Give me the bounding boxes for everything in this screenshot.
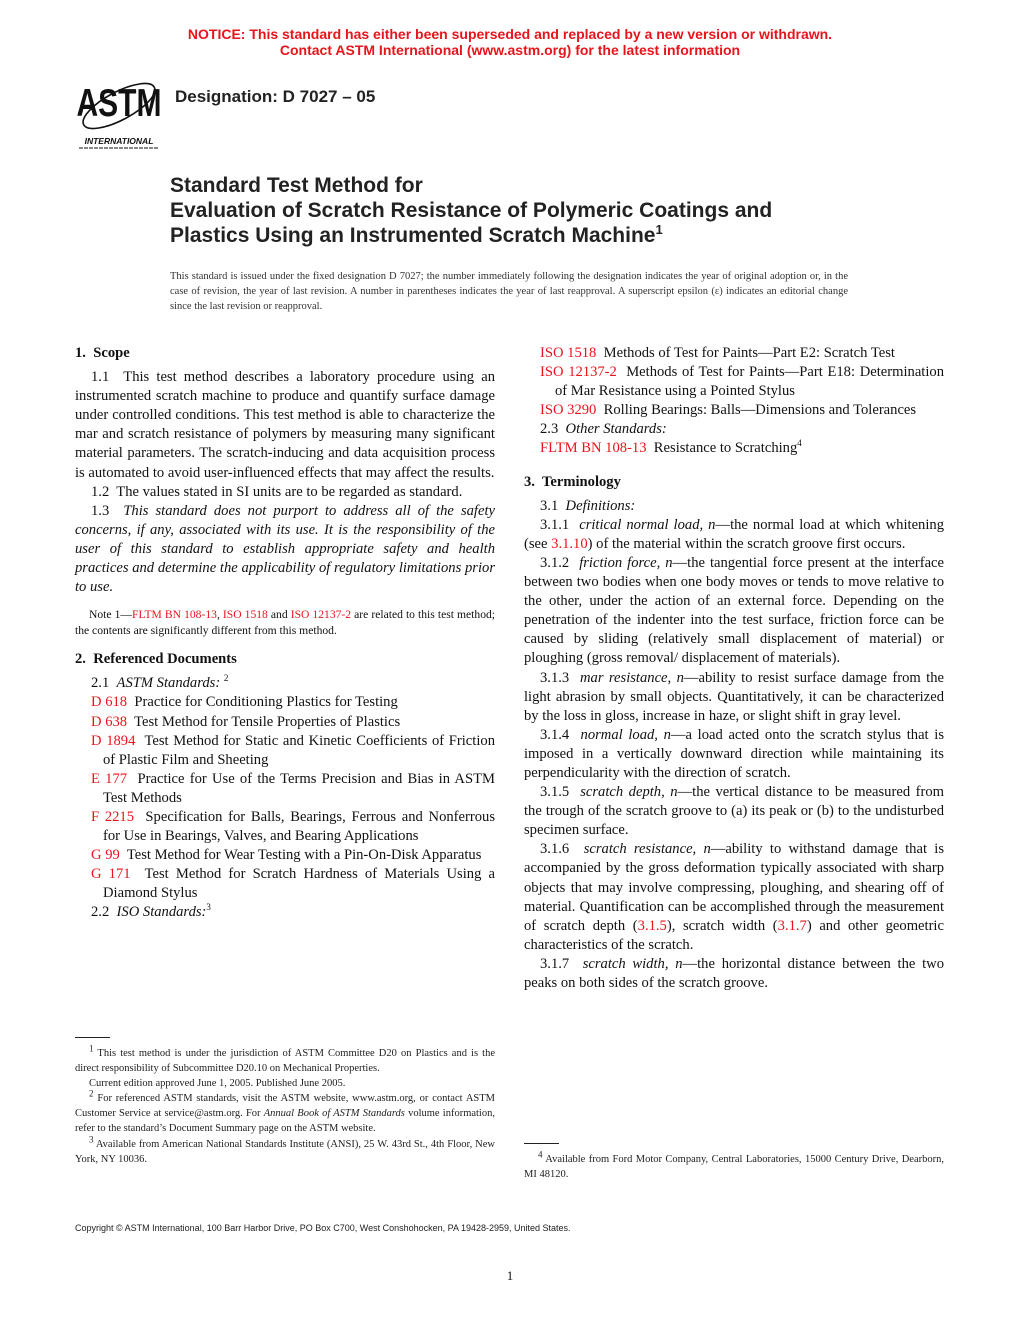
paragraph bbox=[524, 955, 948, 993]
italic-text: scratch resistance, n bbox=[583, 841, 711, 858]
footnote-ref: 3 bbox=[206, 902, 211, 913]
reference-item bbox=[75, 846, 495, 865]
reference-item bbox=[524, 363, 948, 401]
text: Available from American National Standards Institute (ANSI), 25 W. 43rd St., 4th Floor, New York, NY 10036. bbox=[75, 1138, 498, 1165]
footnote bbox=[75, 1134, 498, 1167]
text: 3.1.4 bbox=[540, 726, 581, 743]
footnote-ref: 4 bbox=[797, 438, 802, 449]
text: Current edition approved June 1, 2005. Published June 2005. bbox=[89, 1078, 346, 1090]
footnote-rule-right bbox=[524, 1143, 559, 1144]
right-column bbox=[524, 344, 948, 1027]
text: and bbox=[267, 608, 291, 622]
footnotes-left bbox=[75, 1043, 498, 1167]
footnotes-left-cell bbox=[75, 1027, 498, 1182]
text: —the horizontal distance between the two peaks on both sides of the scratch groove. bbox=[524, 955, 948, 991]
text: Specification for Balls, Bearings, Ferrous and Nonferrous for Use in Bearings, Valves, and Bearing Applications bbox=[103, 808, 499, 845]
footnote-ref: 2 bbox=[223, 673, 229, 684]
svg-text:ASTM: ASTM bbox=[77, 82, 161, 126]
two-column-body bbox=[75, 344, 948, 1182]
title-footnote-ref: 1 bbox=[655, 222, 663, 237]
standard-link[interactable]: F 2215 bbox=[91, 808, 135, 825]
text: Methods of Test for Paints—Part E18: Determination of Mar Resistance using a Pointed Stylus bbox=[555, 364, 948, 400]
text: 3.1.2 bbox=[540, 554, 580, 571]
text: Methods of Test for Paints—Part E2: Scratch Test bbox=[596, 345, 895, 361]
note bbox=[75, 607, 498, 639]
text: Test Method for Static and Kinetic Coefficients of Friction of Plastic Film and Sheeting bbox=[103, 732, 499, 768]
italic-text: scratch width, n bbox=[582, 955, 683, 972]
italic-text: ASTM Standards: bbox=[116, 675, 221, 692]
text: ) and other geometric characteristics of the scratch. bbox=[524, 917, 948, 953]
text: For referenced ASTM standards, visit the ASTM website, www.astm.org, or contact ASTM Customer Service at service@astm.org. For bbox=[75, 1093, 498, 1120]
text: Note 1— bbox=[89, 608, 132, 622]
paragraph bbox=[75, 903, 495, 922]
text: , bbox=[216, 608, 223, 622]
footnote-ref: 3 bbox=[89, 1134, 94, 1145]
text: 1.3 bbox=[91, 502, 124, 519]
copyright: Copyright © ASTM International, 100 Barr Harbor Drive, PO Box C700, West Conshohocken, PA 19428-2959, United States. bbox=[75, 1223, 571, 1234]
italic-text: scratch depth, n bbox=[580, 784, 678, 801]
standard-link[interactable]: 3.1.5 bbox=[637, 917, 667, 934]
title-line-1: Standard Test Method for bbox=[170, 174, 423, 197]
italic-text: Other Standards: bbox=[565, 421, 667, 438]
standard-link[interactable]: ISO 12137-2 bbox=[290, 608, 352, 622]
text: ) of the material within the scratch groove first occurs. bbox=[587, 535, 906, 552]
text: 1.2 The values stated in SI units are to be regarded as standard. bbox=[91, 483, 463, 500]
reference-item bbox=[75, 713, 495, 732]
text: 3.1.6 bbox=[540, 841, 584, 858]
reference-item bbox=[75, 732, 499, 770]
text: 3.1.7 bbox=[540, 955, 583, 972]
text: Test Method for Wear Testing with a Pin-On-Disk Apparatus bbox=[119, 847, 482, 864]
text: 3.1 bbox=[540, 497, 566, 514]
paragraph bbox=[75, 674, 495, 693]
standard-link[interactable]: ISO 1518 bbox=[540, 345, 597, 361]
standard-link[interactable]: FLTM BN 108-13 bbox=[540, 440, 647, 457]
text: —a load acted onto the scratch stylus that is imposed in a vertically downward direction while maintaining its perpendicularity with the direction of scratch. bbox=[524, 726, 948, 781]
text: —the tangential force present at the interface between two bodies when one body moves or tends to move relative to the other, under the action of an external force. Depending on the penetration of the indenter into the test surface, friction force can be caused by sliding (relatively small displacement of material) or ploughing (gross removal/ displacement of materials). bbox=[524, 554, 948, 667]
italic-text: mar resistance, n bbox=[579, 669, 684, 686]
reference-item bbox=[75, 865, 499, 903]
text: 3. Terminology bbox=[524, 473, 621, 490]
left-column bbox=[75, 344, 499, 1027]
footnote bbox=[75, 1076, 495, 1091]
standard-link[interactable]: ISO 1518 bbox=[222, 608, 268, 622]
text: Resistance to Scratching bbox=[646, 440, 798, 457]
notice-line-1: NOTICE: This standard has either been superseded and replaced by a new version or withdrawn. bbox=[187, 26, 833, 42]
standard-link[interactable]: FLTM BN 108-13 bbox=[132, 608, 217, 622]
text: Available from Ford Motor Company, Central Laboratories, 15000 Century Drive, Dearborn, MI 48120. bbox=[524, 1154, 947, 1181]
text: 2.2 bbox=[91, 904, 117, 921]
text: 2. Referenced Documents bbox=[75, 651, 237, 668]
text: Practice for Use of the Terms Precision and Bias in ASTM Test Methods bbox=[103, 770, 499, 806]
text: 3.1.5 bbox=[540, 784, 581, 801]
paragraph bbox=[75, 368, 499, 483]
footnote bbox=[524, 1149, 947, 1182]
italic-text: normal load, n bbox=[580, 726, 671, 743]
reference-item bbox=[75, 808, 499, 846]
standard-link[interactable]: 3.1.10 bbox=[551, 535, 588, 552]
text: 1.1 This test method describes a laboratory procedure using an instrumented scratch machine to produce and quantify surface damage under controlled conditions. This test method is able to characterize the mar and scratch resistance of polymers by measuring many significant material parameters. The scratch-inducing and data acquisition process is automated to avoid user-influenced effects that may affect the results. bbox=[75, 369, 499, 481]
svg-text:INTERNATIONAL: INTERNATIONAL bbox=[84, 136, 154, 146]
italic-text: Definitions: bbox=[565, 497, 636, 514]
footnote bbox=[75, 1088, 498, 1136]
text: Test Method for Tensile Properties of Plastics bbox=[127, 713, 401, 730]
reference-item bbox=[524, 401, 944, 420]
text: 3.1.3 bbox=[540, 669, 580, 686]
reference-item bbox=[75, 693, 495, 712]
italic-text: ISO Standards: bbox=[116, 904, 207, 921]
notice-line-2: Contact ASTM International (www.astm.org) for the latest information bbox=[279, 42, 741, 58]
paragraph bbox=[524, 420, 944, 439]
italic-text: friction force, n bbox=[579, 554, 673, 571]
paragraph bbox=[524, 726, 948, 783]
issuance-statement: This standard is issued under the fixed designation D 7027; the number immediately following the designation indicates the year of original adoption or, in the case of revision, the year of last revision. A number in parentheses indicates the year of last reapproval. A superscript epsilon (ε) indicates an editorial change since the last revision or reapproval. bbox=[170, 271, 848, 312]
text: —the normal load at which whitening (see bbox=[524, 516, 948, 552]
footnote bbox=[75, 1043, 498, 1076]
standard-link[interactable]: D 618 bbox=[91, 694, 128, 711]
paragraph bbox=[524, 516, 948, 554]
text: 3.1.1 bbox=[540, 516, 580, 533]
footnote-ref: 1 bbox=[89, 1043, 94, 1054]
text: Test Method for Scratch Hardness of Materials Using a Diamond Stylus bbox=[103, 866, 499, 902]
title-line-2: Evaluation of Scratch Resistance of Polymeric Coatings and bbox=[170, 199, 773, 222]
paragraph bbox=[75, 483, 495, 502]
footnotes-right-cell bbox=[524, 1027, 947, 1182]
footnote-rule-left bbox=[75, 1037, 110, 1038]
section-heading bbox=[75, 344, 495, 363]
section-heading bbox=[75, 650, 495, 669]
paragraph bbox=[75, 502, 499, 597]
paragraph bbox=[524, 783, 948, 840]
text: —the vertical distance to be measured from the trough of the scratch groove to (a) its peak or (b) to the undisturbed specimen surface. bbox=[524, 784, 948, 839]
standard-link[interactable]: ISO 3290 bbox=[540, 402, 597, 419]
standard-link[interactable]: 3.1.7 bbox=[777, 917, 807, 934]
standard-link[interactable]: G 171 bbox=[91, 866, 131, 883]
paragraph bbox=[524, 554, 948, 669]
text: are related to this test method; the contents are significantly different from this method. bbox=[75, 608, 498, 638]
page-number: 1 bbox=[506, 1268, 514, 1284]
footnote-ref: 4 bbox=[538, 1149, 543, 1160]
footnotes-right bbox=[524, 1149, 947, 1182]
paragraph bbox=[524, 840, 948, 955]
italic-text: This standard does not purport to address all of the safety concerns, if any, associated with its use. It is the responsibility of the user of this standard to establish appropriate safety and health practices and determine the applicability of regulatory limitations prior to use. bbox=[75, 502, 499, 596]
standard-link[interactable]: D 1894 bbox=[91, 732, 136, 749]
paragraph bbox=[524, 669, 948, 726]
text: This test method is under the jurisdiction of ASTM Committee D20 on Plastics and is the direct responsibility of Subcommittee D20.10 on Mechanical Properties. bbox=[75, 1048, 498, 1075]
text: 2.1 bbox=[91, 675, 117, 692]
italic-text: Annual Book of ASTM Standards bbox=[263, 1108, 405, 1120]
text: Practice for Conditioning Plastics for Testing bbox=[127, 694, 398, 711]
text: Rolling Bearings: Balls—Dimensions and Tolerances bbox=[596, 402, 917, 419]
reference-item bbox=[75, 770, 499, 808]
standard-link[interactable]: D 638 bbox=[91, 713, 128, 730]
footnote-ref: 2 bbox=[89, 1088, 94, 1099]
section-heading bbox=[524, 473, 944, 492]
reference-item bbox=[524, 439, 944, 458]
text: 2.3 bbox=[540, 421, 566, 438]
paragraph bbox=[524, 497, 944, 516]
standard-link[interactable]: E 177 bbox=[91, 770, 128, 787]
title-line-3: Plastics Using an Instrumented Scratch Machine bbox=[170, 224, 656, 247]
text: 1. Scope bbox=[75, 345, 130, 361]
text: ), scratch width ( bbox=[666, 917, 778, 934]
italic-text: critical normal load, n bbox=[579, 516, 716, 533]
text: —ability to resist surface damage from the light abrasion by small objects. Quantitatively, it can be characterized by the loss in gloss, increase in haze, or slight shift in gray level. bbox=[524, 669, 948, 724]
standard-link[interactable]: G 99 bbox=[91, 847, 120, 864]
designation: Designation: D 7027 – 05 bbox=[175, 87, 376, 106]
text: volume information, refer to the standard’s Document Summary page on the ASTM website. bbox=[75, 1108, 498, 1135]
reference-item bbox=[524, 344, 944, 363]
standard-link[interactable]: ISO 12137-2 bbox=[540, 364, 617, 381]
text: —ability to withstand damage that is accompanied by the gross deformation typically associated with sharp objects that may involve compressing, ploughing, and shearing off of material. Quantification can be accomplished through the measurement of scratch depth ( bbox=[524, 841, 948, 934]
